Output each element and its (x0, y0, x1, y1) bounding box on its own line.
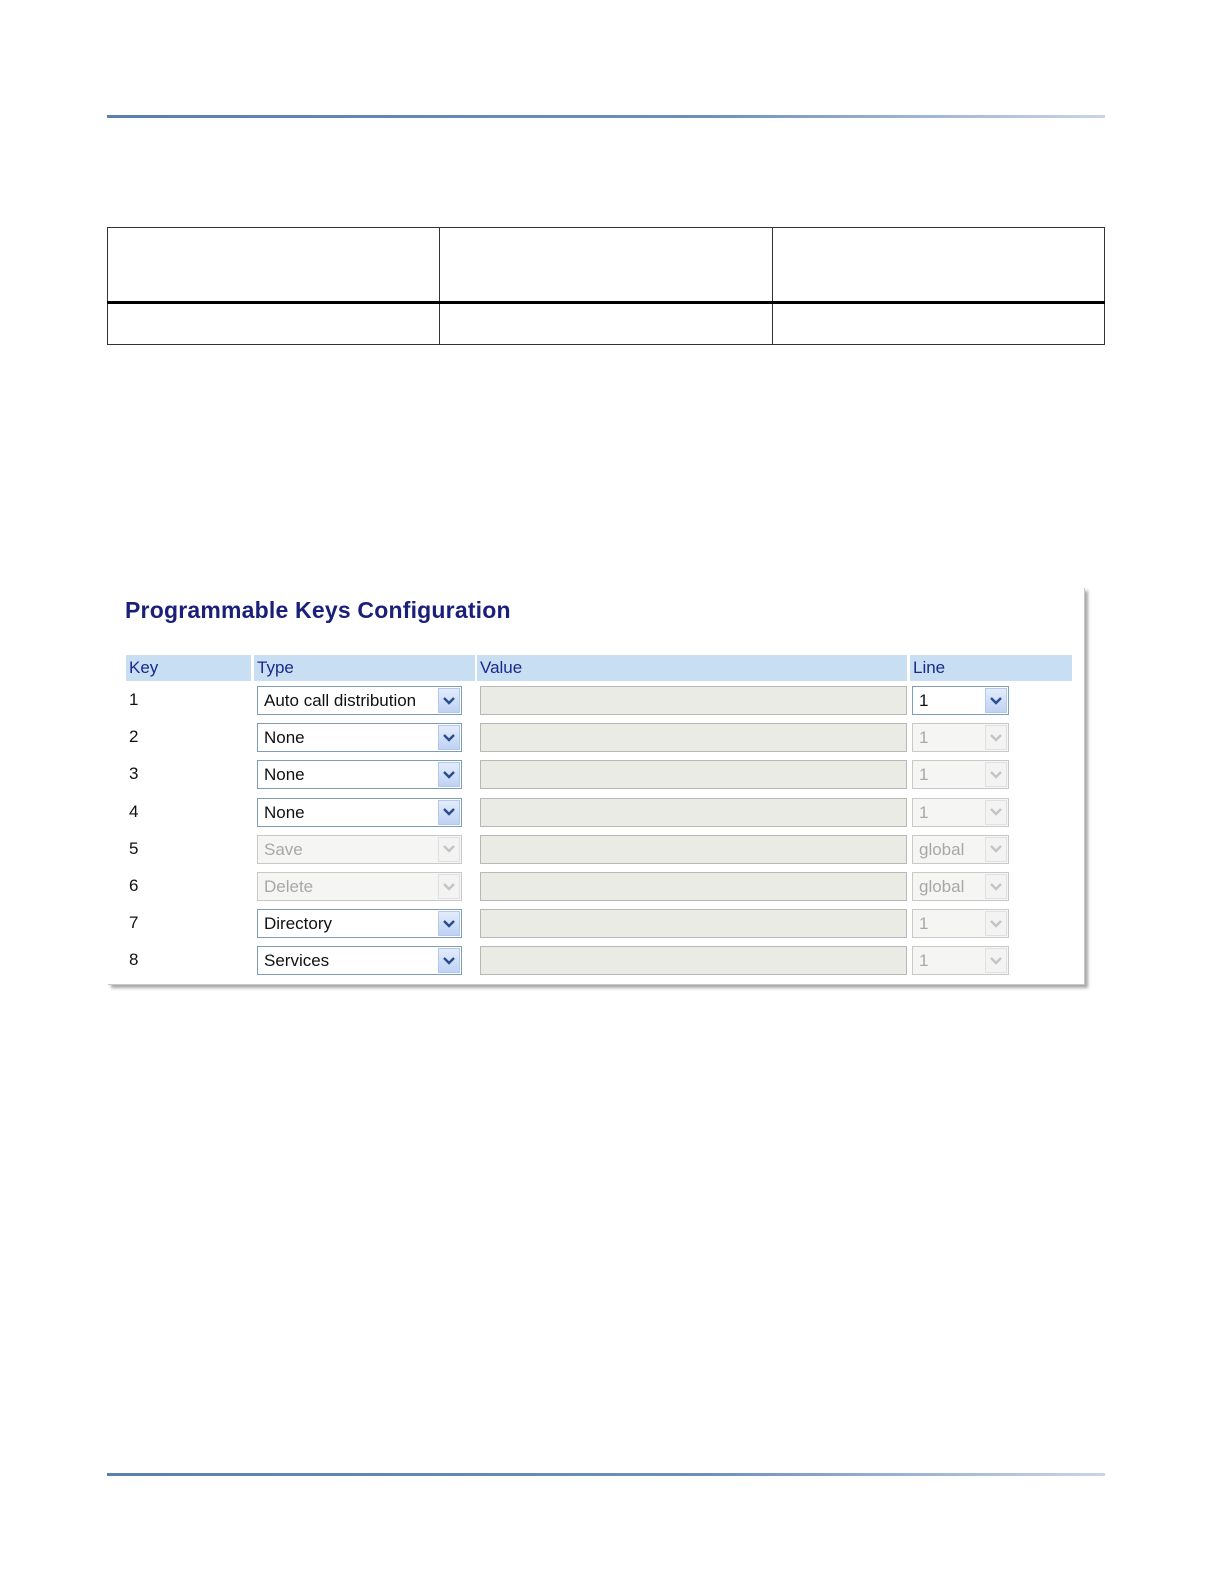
document-table-cell (108, 303, 440, 345)
chevron-down-icon (990, 697, 1002, 705)
chevron-down-icon (443, 957, 455, 965)
line-select (912, 723, 1009, 752)
type-select[interactable] (257, 946, 462, 975)
type-select-value: Auto call distribution (264, 691, 417, 710)
chevron-down-icon (443, 734, 455, 742)
table-row (108, 909, 1084, 946)
chevron-down-icon (443, 883, 455, 891)
type-select-value: None (264, 802, 305, 822)
line-select (912, 760, 1009, 789)
column-header-line: Line (910, 655, 1072, 681)
type-select-value: None (264, 765, 305, 785)
column-header-key: Key (126, 655, 251, 681)
type-select[interactable] (257, 723, 462, 752)
line-select (912, 835, 1009, 864)
programmable-keys-panel (108, 588, 1085, 985)
document-table-cell (440, 303, 772, 345)
type-select (257, 835, 462, 864)
document-table-cell (772, 303, 1104, 345)
line-select (912, 798, 1009, 827)
chevron-down-icon (443, 845, 455, 853)
chevron-down-icon (990, 845, 1002, 853)
dropdown-button (985, 948, 1007, 973)
chevron-down-icon (443, 808, 455, 816)
line-select-value: 1 (919, 914, 929, 934)
value-input (480, 686, 907, 715)
footer-rule (107, 1473, 1105, 1476)
line-select (912, 946, 1009, 975)
type-select-value: Delete (264, 877, 314, 896)
type-select[interactable] (257, 798, 462, 827)
type-select-value: None (264, 728, 305, 748)
dropdown-button[interactable] (438, 762, 460, 787)
panel-title: Programmable Keys Configuration (125, 597, 511, 623)
dropdown-button (438, 837, 460, 862)
line-select-value: 1 (919, 728, 929, 748)
type-select-value: Directory (264, 914, 333, 934)
document-table-row (108, 303, 1105, 345)
column-header-type: Type (254, 655, 475, 681)
value-input (480, 835, 907, 864)
dropdown-button[interactable] (438, 800, 460, 825)
header-rule (107, 115, 1105, 118)
document-table (107, 227, 1105, 345)
value-input (480, 798, 907, 827)
line-select-value: 1 (919, 691, 929, 710)
value-input (480, 946, 907, 975)
dropdown-button[interactable] (438, 911, 460, 936)
table-row (108, 686, 1084, 723)
line-select-value: 1 (919, 802, 929, 822)
line-select-value: global (919, 877, 965, 896)
table-row (108, 760, 1084, 797)
line-select-value: global (919, 839, 965, 859)
chevron-down-icon (990, 771, 1002, 779)
key-number: 1 (129, 690, 139, 709)
value-input (480, 760, 907, 789)
line-select (912, 909, 1009, 938)
table-row (108, 946, 1084, 983)
dropdown-button (985, 911, 1007, 936)
key-number: 4 (129, 801, 139, 821)
table-row (108, 723, 1084, 760)
dropdown-button[interactable] (438, 688, 460, 713)
value-input (480, 909, 907, 938)
chevron-down-icon (443, 697, 455, 705)
dropdown-button[interactable] (438, 948, 460, 973)
line-select-value: 1 (919, 765, 929, 785)
key-number: 5 (129, 838, 139, 858)
chevron-down-icon (443, 920, 455, 928)
chevron-down-icon (990, 920, 1002, 928)
type-select-value: Services (264, 951, 330, 971)
value-input (480, 723, 907, 752)
chevron-down-icon (990, 957, 1002, 965)
dropdown-button (985, 837, 1007, 862)
document-table-cell (440, 228, 772, 303)
column-header-value: Value (477, 655, 907, 681)
dropdown-button (985, 800, 1007, 825)
line-select-value: 1 (919, 951, 929, 971)
document-table-header-row (108, 228, 1105, 303)
dropdown-button (985, 874, 1007, 899)
type-select[interactable] (257, 760, 462, 789)
chevron-down-icon (990, 734, 1002, 742)
value-input (480, 872, 907, 901)
dropdown-button[interactable] (438, 725, 460, 750)
dropdown-button (438, 874, 460, 899)
dropdown-button[interactable] (985, 688, 1007, 713)
key-number: 7 (129, 913, 139, 933)
table-row (108, 798, 1084, 835)
chevron-down-icon (990, 883, 1002, 891)
type-select[interactable] (257, 686, 462, 715)
chevron-down-icon (990, 808, 1002, 816)
chevron-down-icon (443, 771, 455, 779)
dropdown-button (985, 725, 1007, 750)
type-select-value: Save (264, 839, 303, 859)
dropdown-button (985, 762, 1007, 787)
table-row (108, 872, 1084, 909)
key-number: 3 (129, 764, 139, 784)
document-table-cell (108, 228, 440, 303)
key-number: 6 (129, 876, 139, 895)
type-select[interactable] (257, 909, 462, 938)
line-select[interactable] (912, 686, 1009, 715)
table-row (108, 835, 1084, 872)
document-table-cell (772, 228, 1104, 303)
line-select (912, 872, 1009, 901)
key-number: 8 (129, 950, 139, 970)
type-select (257, 872, 462, 901)
key-number: 2 (129, 727, 139, 747)
